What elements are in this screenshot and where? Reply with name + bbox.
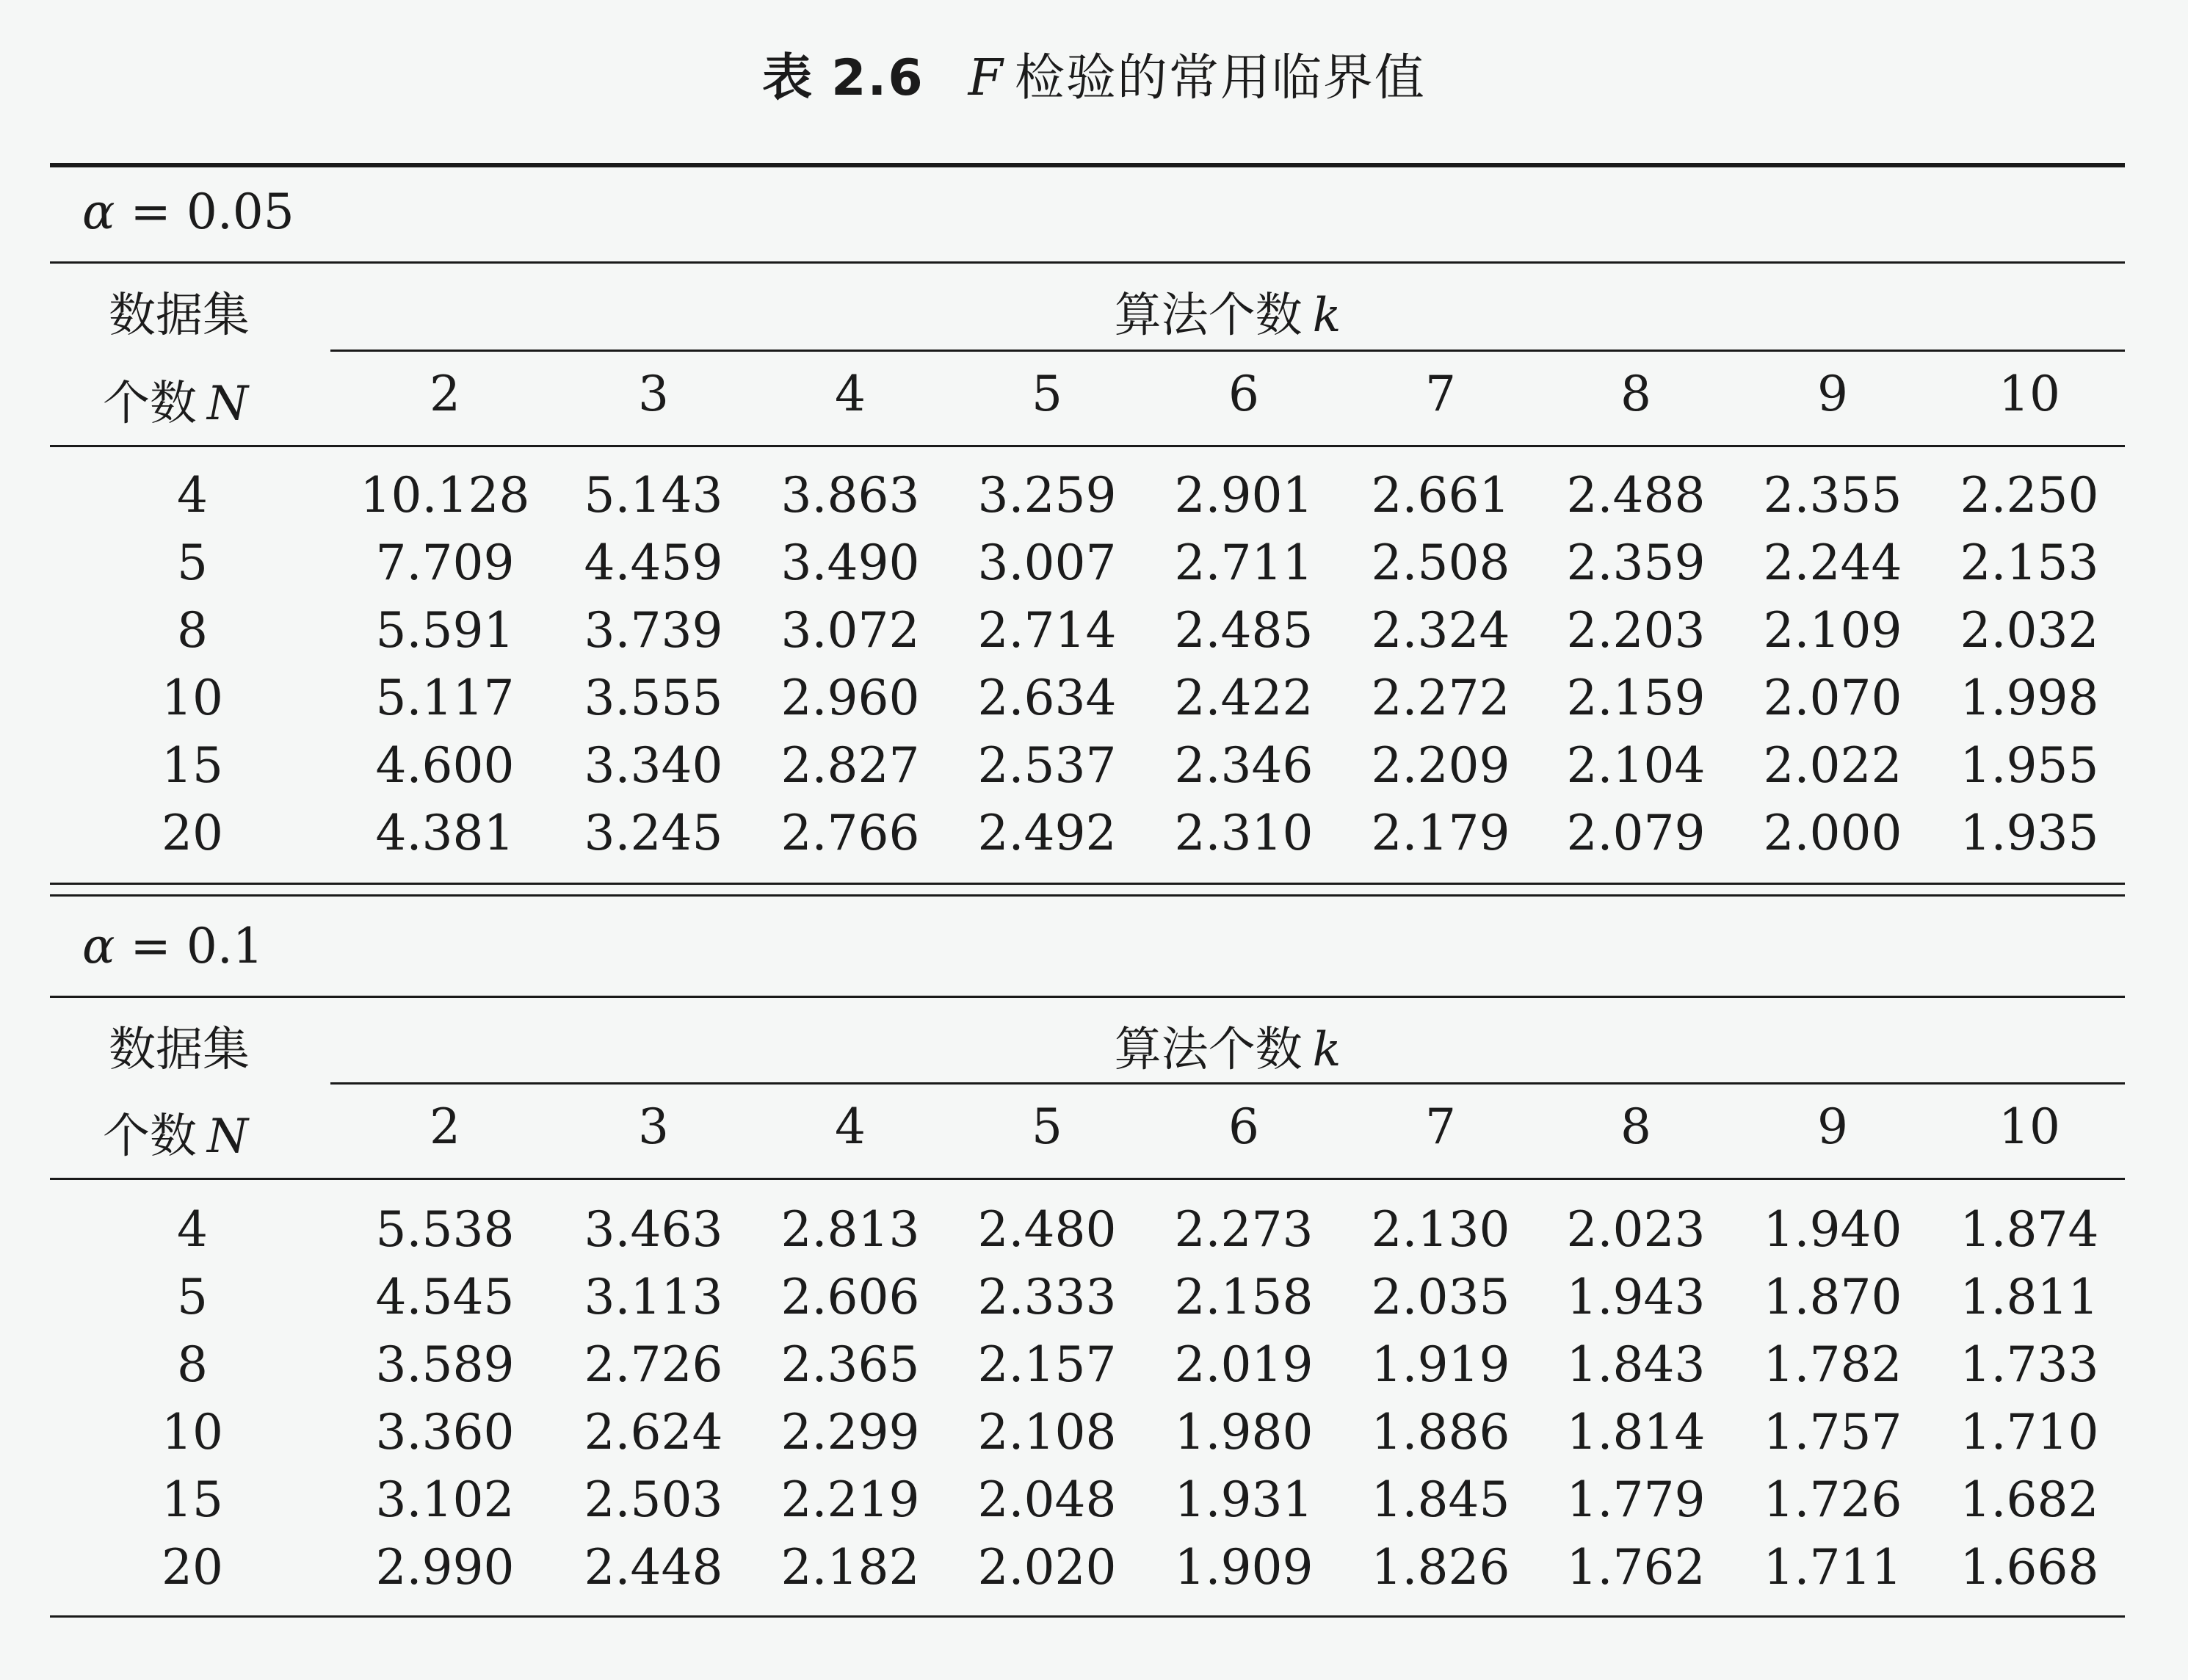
table-cell: 2.023 xyxy=(1566,1201,1706,1258)
table-cell: 2.714 xyxy=(977,602,1117,659)
table-cell: 1.814 xyxy=(1566,1404,1706,1460)
row-header: 4 xyxy=(177,467,208,524)
column-header: 6 xyxy=(1228,1098,1259,1155)
row-header: 15 xyxy=(162,737,223,794)
table-cell: 2.537 xyxy=(977,737,1117,794)
table-cell: 2.273 xyxy=(1174,1201,1314,1258)
column-header: 5 xyxy=(1032,366,1062,422)
table-cell: 2.272 xyxy=(1371,670,1510,726)
section-end-rule xyxy=(50,883,2125,885)
table-cell: 1.779 xyxy=(1566,1471,1706,1528)
column-header: 5 xyxy=(1032,1098,1062,1155)
table-cell: 1.943 xyxy=(1566,1269,1706,1325)
row-header-text: 个数 xyxy=(103,1109,197,1164)
row-header: 15 xyxy=(162,1471,223,1528)
table-cell: 2.203 xyxy=(1566,602,1706,659)
table-cell: 3.259 xyxy=(977,467,1117,524)
row-header: 8 xyxy=(177,1336,208,1393)
column-header: 9 xyxy=(1817,1098,1848,1155)
table-cell: 1.733 xyxy=(1960,1336,2099,1393)
table-cell: 1.711 xyxy=(1763,1539,1902,1596)
table-cell: 2.130 xyxy=(1371,1201,1510,1258)
table-cell: 1.811 xyxy=(1960,1269,2099,1325)
table-cell: 3.340 xyxy=(584,737,723,794)
row-header: 20 xyxy=(162,1539,223,1596)
table-cell: 2.324 xyxy=(1371,602,1510,659)
column-header: 10 xyxy=(1999,1098,2060,1155)
table-cell: 5.117 xyxy=(375,670,515,726)
column-group-text: 算法个数 xyxy=(1114,1023,1303,1077)
table-cell: 1.886 xyxy=(1371,1404,1510,1460)
column-header: 4 xyxy=(835,366,866,422)
table-cell: 2.726 xyxy=(584,1336,723,1393)
column-group-header xyxy=(330,278,2125,345)
table-cell: 2.048 xyxy=(977,1471,1117,1528)
column-header: 9 xyxy=(1817,366,1848,422)
column-group-var: k xyxy=(1312,289,1341,343)
row-header-var: N xyxy=(207,1109,248,1164)
header-rule xyxy=(50,1178,2125,1180)
table-cell: 3.463 xyxy=(584,1201,723,1258)
section-rule xyxy=(50,996,2125,998)
table-cell: 2.346 xyxy=(1174,737,1314,794)
row-header: 20 xyxy=(162,805,223,861)
table-cell: 2.299 xyxy=(780,1404,920,1460)
table-cell: 2.359 xyxy=(1566,535,1706,591)
table-cell: 2.711 xyxy=(1174,535,1314,591)
table-cell: 1.940 xyxy=(1763,1201,1902,1258)
column-header: 3 xyxy=(638,1098,669,1155)
caption-number: 2.6 xyxy=(831,49,924,107)
table-cell: 1.826 xyxy=(1371,1539,1510,1596)
table-cell: 2.990 xyxy=(375,1539,515,1596)
table-cell: 3.739 xyxy=(584,602,723,659)
column-group-text: 算法个数 xyxy=(1114,289,1303,343)
table-cell: 2.422 xyxy=(1174,670,1314,726)
table-cell: 3.360 xyxy=(375,1404,515,1460)
caption-text: 检验的常用临界值 xyxy=(1014,49,1426,107)
column-header: 10 xyxy=(1999,366,2060,422)
row-header-line2 xyxy=(103,366,248,433)
column-header: 3 xyxy=(638,366,669,422)
table-cell: 4.600 xyxy=(375,737,515,794)
table-cell: 2.960 xyxy=(780,670,920,726)
table-cell: 2.019 xyxy=(1174,1336,1314,1393)
row-header: 10 xyxy=(162,1404,223,1460)
table-cell: 1.980 xyxy=(1174,1404,1314,1460)
column-header: 8 xyxy=(1620,1098,1651,1155)
section-end-rule-double xyxy=(50,894,2125,897)
row-header-line2 xyxy=(103,1098,248,1166)
row-header: 5 xyxy=(177,535,208,591)
column-group-header xyxy=(330,1012,2125,1079)
table-cell: 2.508 xyxy=(1371,535,1510,591)
column-header: 2 xyxy=(430,366,460,422)
row-header: 10 xyxy=(162,670,223,726)
table-cell: 2.020 xyxy=(977,1539,1117,1596)
table-cell: 5.591 xyxy=(375,602,515,659)
table-cell: 3.555 xyxy=(584,670,723,726)
table-cell: 1.919 xyxy=(1371,1336,1510,1393)
table-cell: 4.545 xyxy=(375,1269,515,1325)
table-cell: 1.874 xyxy=(1960,1201,2099,1258)
row-header-var: N xyxy=(207,377,248,431)
table-cell: 1.668 xyxy=(1960,1539,2099,1596)
top-rule xyxy=(50,163,2125,167)
table-cell: 2.070 xyxy=(1763,670,1902,726)
table-cell: 7.709 xyxy=(375,535,515,591)
header-rule xyxy=(50,445,2125,447)
alpha-value: = 0.1 xyxy=(115,918,264,974)
table-cell: 1.931 xyxy=(1174,1471,1314,1528)
table-cell: 2.766 xyxy=(780,805,920,861)
caption-variable: F xyxy=(968,49,1004,107)
column-group-rule xyxy=(330,350,2125,352)
table-cell: 2.480 xyxy=(977,1201,1117,1258)
table-cell: 1.682 xyxy=(1960,1471,2099,1528)
table-cell: 2.079 xyxy=(1566,805,1706,861)
table-cell: 5.538 xyxy=(375,1201,515,1258)
table-cell: 2.503 xyxy=(584,1471,723,1528)
column-group-rule xyxy=(330,1082,2125,1085)
table-cell: 4.381 xyxy=(375,805,515,861)
table-cell: 1.998 xyxy=(1960,670,2099,726)
table-cell: 1.845 xyxy=(1371,1471,1510,1528)
table-caption xyxy=(0,38,2188,109)
table-cell: 2.032 xyxy=(1960,602,2099,659)
table-cell: 3.072 xyxy=(780,602,920,659)
table-cell: 2.624 xyxy=(584,1404,723,1460)
alpha-symbol: α xyxy=(82,918,115,974)
table-cell: 3.589 xyxy=(375,1336,515,1393)
table-cell: 10.128 xyxy=(360,467,530,524)
table-cell: 2.250 xyxy=(1960,467,2099,524)
row-header: 4 xyxy=(177,1201,208,1258)
table-cell: 2.485 xyxy=(1174,602,1314,659)
alpha-symbol: α xyxy=(82,184,115,240)
table-cell: 2.606 xyxy=(780,1269,920,1325)
row-header-line1: 数据集 xyxy=(109,289,250,343)
table-cell: 3.245 xyxy=(584,805,723,861)
column-header: 2 xyxy=(430,1098,460,1155)
table-cell: 2.108 xyxy=(977,1404,1117,1460)
table-cell: 1.870 xyxy=(1763,1269,1902,1325)
table-cell: 1.726 xyxy=(1763,1471,1902,1528)
alpha-label xyxy=(82,918,264,974)
column-header: 7 xyxy=(1425,1098,1456,1155)
table-cell: 2.022 xyxy=(1763,737,1902,794)
column-header: 4 xyxy=(835,1098,866,1155)
row-header: 8 xyxy=(177,602,208,659)
table-cell: 3.007 xyxy=(977,535,1117,591)
table-cell: 1.757 xyxy=(1763,1404,1902,1460)
section-end-rule xyxy=(50,1615,2125,1618)
section-rule xyxy=(50,261,2125,264)
table-cell: 2.157 xyxy=(977,1336,1117,1393)
table-cell: 1.762 xyxy=(1566,1539,1706,1596)
caption-label: 表 xyxy=(762,48,814,107)
table-cell: 2.109 xyxy=(1763,602,1902,659)
row-header-text: 个数 xyxy=(103,377,197,431)
column-header: 7 xyxy=(1425,366,1456,422)
column-header: 8 xyxy=(1620,366,1651,422)
table-cell: 2.661 xyxy=(1371,467,1510,524)
table-cell: 2.158 xyxy=(1174,1269,1314,1325)
table-cell: 4.459 xyxy=(584,535,723,591)
table-cell: 1.935 xyxy=(1960,805,2099,861)
table-cell: 2.153 xyxy=(1960,535,2099,591)
table-cell: 2.000 xyxy=(1763,805,1902,861)
table-cell: 5.143 xyxy=(584,467,723,524)
table-cell: 2.901 xyxy=(1174,467,1314,524)
table-cell: 3.490 xyxy=(780,535,920,591)
table-cell: 2.492 xyxy=(977,805,1117,861)
table-cell: 2.209 xyxy=(1371,737,1510,794)
table-cell: 2.333 xyxy=(977,1269,1117,1325)
table-cell: 1.909 xyxy=(1174,1539,1314,1596)
table-cell: 2.827 xyxy=(780,737,920,794)
alpha-label xyxy=(82,184,294,240)
table-cell: 1.710 xyxy=(1960,1404,2099,1460)
table-cell: 2.355 xyxy=(1763,467,1902,524)
table-cell: 2.365 xyxy=(780,1336,920,1393)
table-cell: 2.035 xyxy=(1371,1269,1510,1325)
row-header: 5 xyxy=(177,1269,208,1325)
table-cell: 2.104 xyxy=(1566,737,1706,794)
row-header-line1: 数据集 xyxy=(109,1023,250,1077)
table-cell: 2.182 xyxy=(780,1539,920,1596)
table-cell: 2.813 xyxy=(780,1201,920,1258)
table-cell: 1.955 xyxy=(1960,737,2099,794)
table-cell: 1.843 xyxy=(1566,1336,1706,1393)
column-header: 6 xyxy=(1228,366,1259,422)
column-group-var: k xyxy=(1312,1023,1341,1077)
table-cell: 2.219 xyxy=(780,1471,920,1528)
table-cell: 2.244 xyxy=(1763,535,1902,591)
table-cell: 3.113 xyxy=(584,1269,723,1325)
table-cell: 2.310 xyxy=(1174,805,1314,861)
table-cell: 2.488 xyxy=(1566,467,1706,524)
table-cell: 2.448 xyxy=(584,1539,723,1596)
table-cell: 2.634 xyxy=(977,670,1117,726)
table-cell: 3.863 xyxy=(780,467,920,524)
table-cell: 2.159 xyxy=(1566,670,1706,726)
table-cell: 1.782 xyxy=(1763,1336,1902,1393)
table-cell: 2.179 xyxy=(1371,805,1510,861)
alpha-value: = 0.05 xyxy=(115,184,294,240)
table-cell: 3.102 xyxy=(375,1471,515,1528)
